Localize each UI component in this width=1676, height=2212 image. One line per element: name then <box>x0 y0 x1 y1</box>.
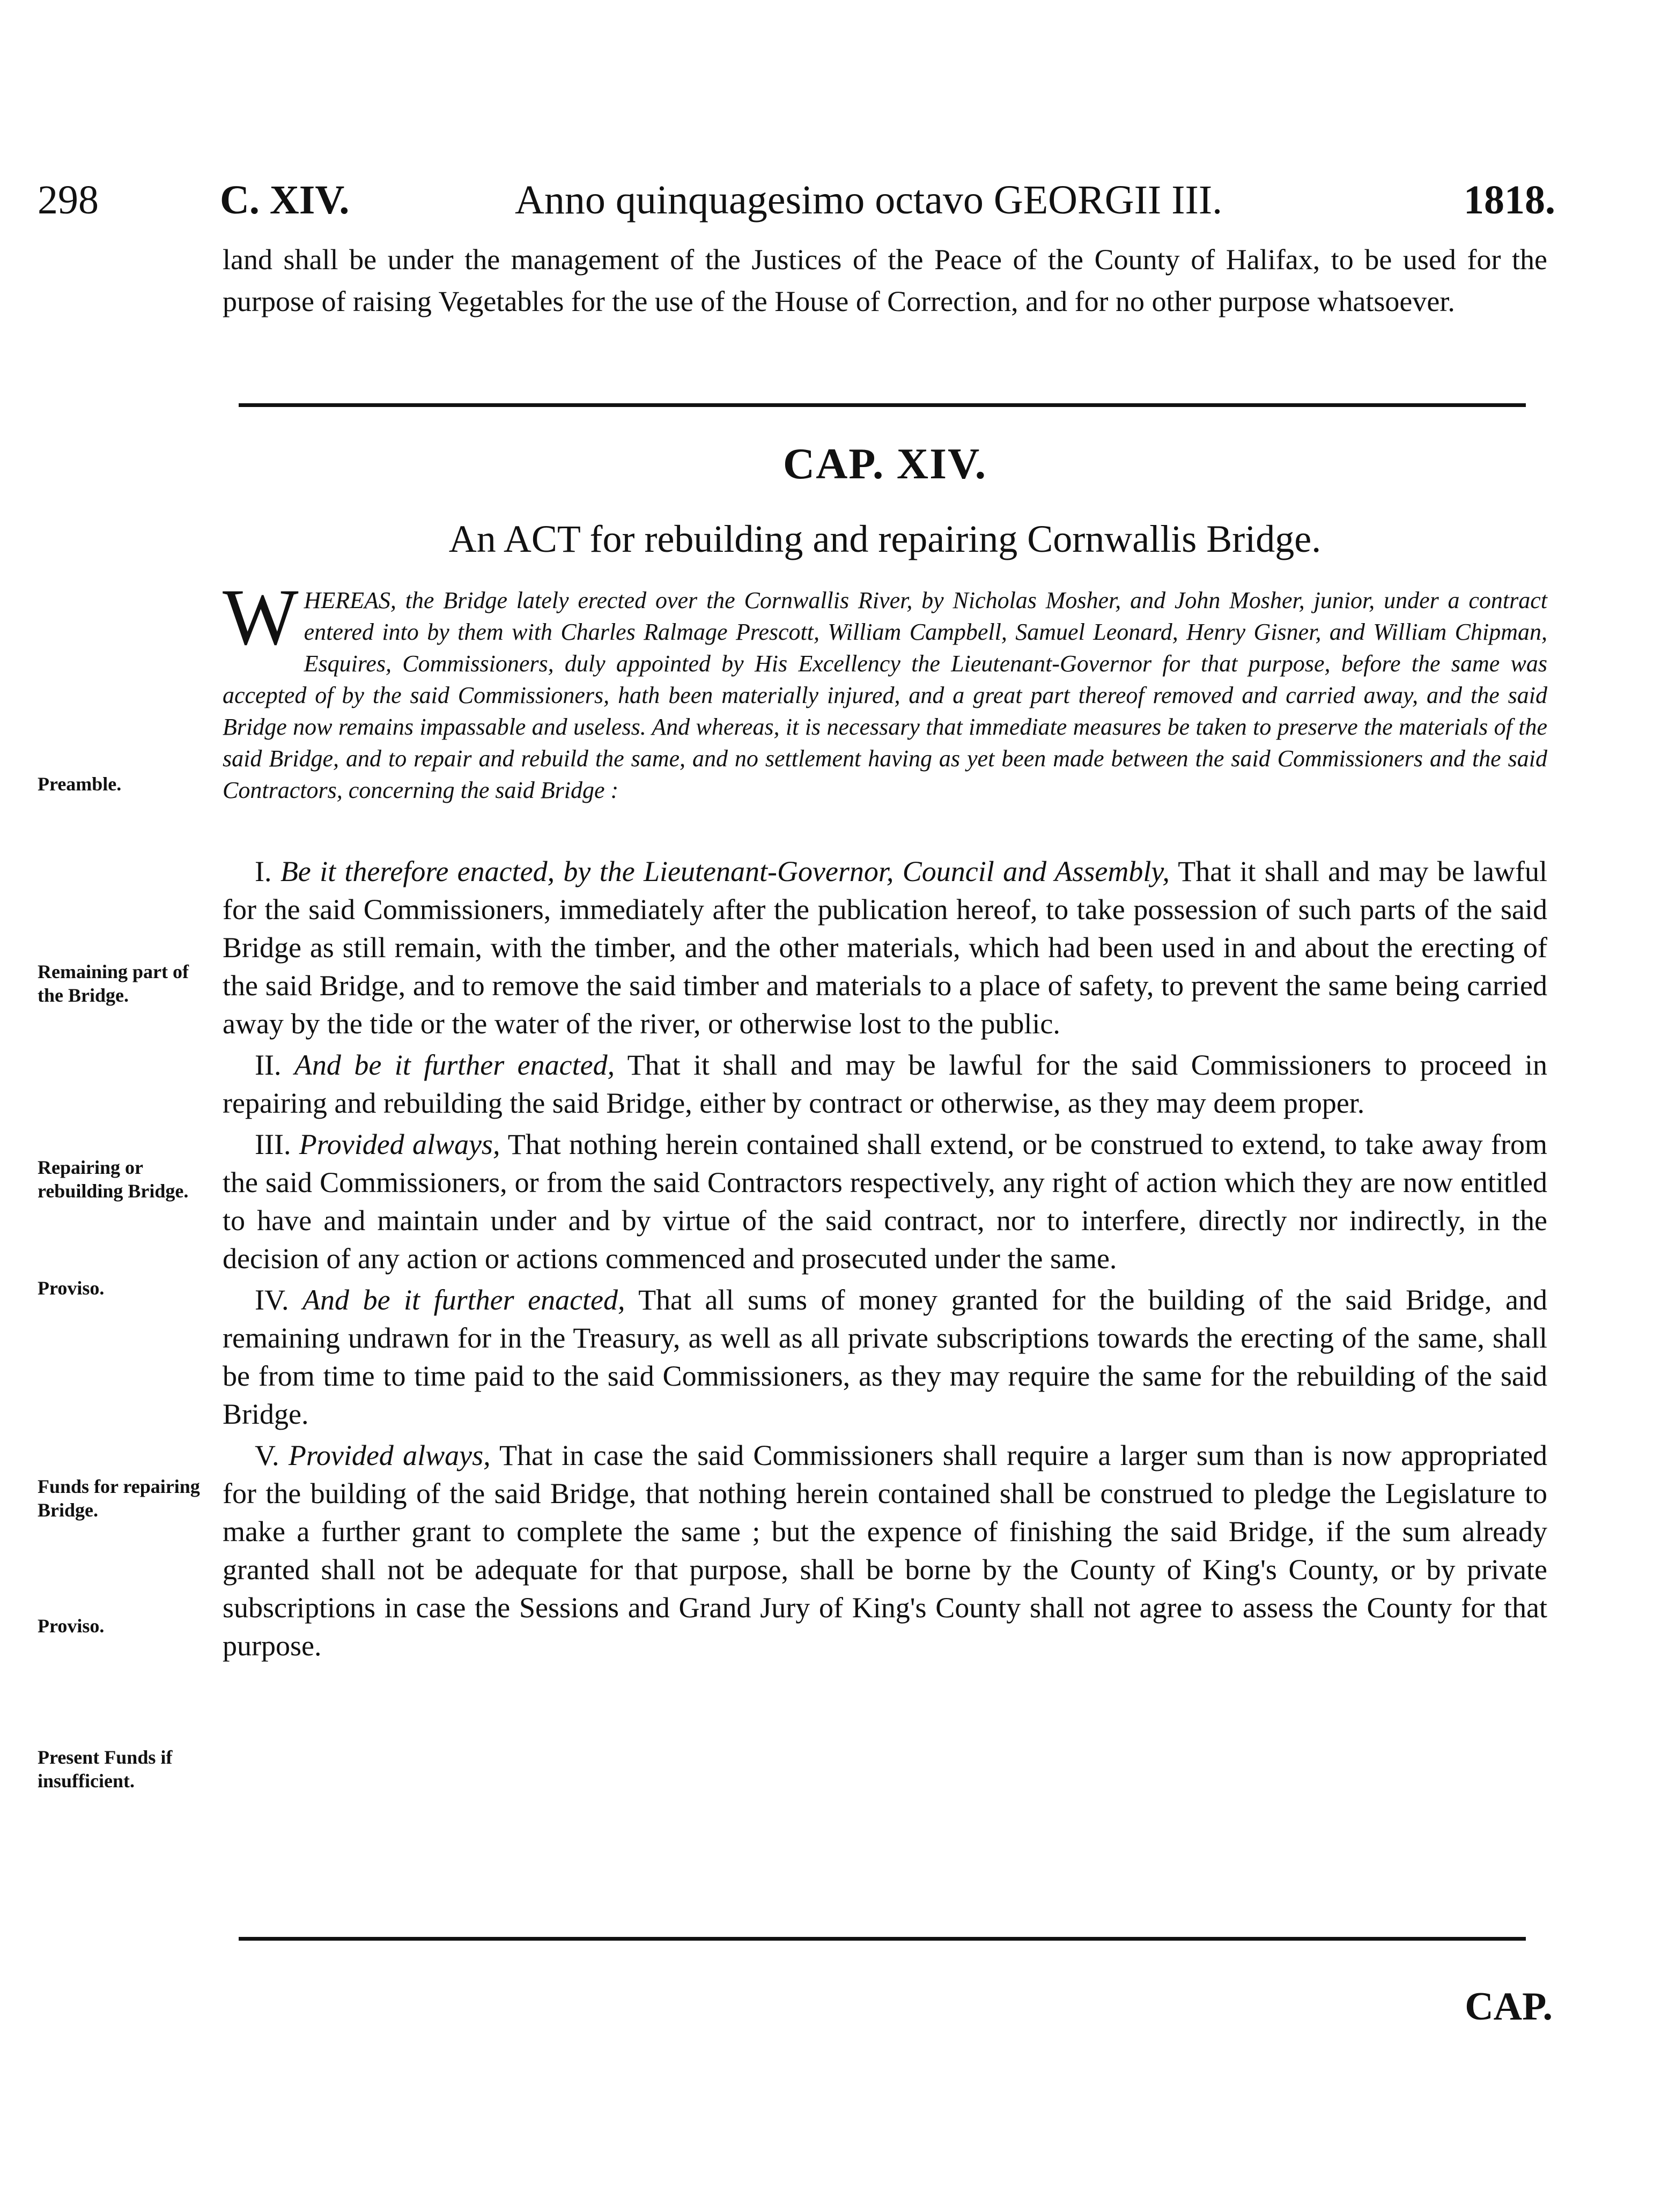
preamble-text: HEREAS, the Bridge lately erected over the Cornwallis River, by Nicholas Mosher, and John Mosher, junior, under a contract entered into by them with Charles Ralmage Prescott, William Campbell, Samuel Leonard, Henry Gisner, and William Chipman, Esquires, Commissioners, duly appointed by His Excellency the Lieutenant-Governor for that purpose, before the same was accepted of by the said Commissioners, hath been materially injured, and a great part thereof removed and carried away, and the said Bridge now remains impassable and useless. And whereas, it is necessary that immediate measures be taken to preserve the materials of the said Bridge, and to repair and rebuild the same, and no settlement having as yet been made between the said Commissioners and the said Contractors, concerning the said Bridge : <box>223 587 1547 803</box>
page-number: 298 <box>38 177 99 223</box>
margin-note-proviso-1: Proviso. <box>38 1277 105 1299</box>
section-text: That all sums of money granted for the building of the said Bridge, and remaining undrawn for in the Treasury, as well as all private subscriptions towards the erecting of the same, shall be from time to time paid to the said Commissioners, as they may require the same for the rebuilding of the said Bridge. <box>223 1284 1547 1430</box>
section-lead: And be it further enacted, <box>294 1049 615 1081</box>
section-divider-top <box>239 403 1526 407</box>
section-number: II. <box>255 1049 282 1081</box>
drop-cap: W <box>223 573 299 662</box>
running-head-year: 1818. <box>1464 177 1555 223</box>
section-number: III. <box>255 1128 291 1160</box>
section-lead: Provided always, <box>288 1439 491 1471</box>
margin-note-proviso-2: Proviso. <box>38 1615 105 1637</box>
section-1 <box>223 853 1547 1043</box>
margin-note-present-funds: Present Funds if insufficient. <box>38 1747 173 1792</box>
running-head <box>38 171 1555 230</box>
section-text: That it shall and may be lawful for the said Commissioners, immediately after the publication hereof, to take possession of such parts of the said Bridge as still remain, with the timber, and the other materials, which had been used in and about the erecting of the said Bridge, and to remove the said timber and materials to a place of safety, to prevent the same being carried away by the tide or the water of the river, or otherwise lost to the public. <box>223 855 1548 1040</box>
continuation-paragraph: land shall be under the management of the Justices of the Peace of the County of Halifax, to be used for the purpose of raising Vegetables for the use of the House of Correction, and for no other purpose whatsoever. <box>223 243 1547 317</box>
section-text: That it shall and may be lawful for the said Commissioners to proceed in repairing and rebuilding the said Bridge, either by contract or otherwise, as they may deem proper. <box>223 1049 1548 1119</box>
section-2 <box>223 1046 1547 1122</box>
section-number: V. <box>255 1439 279 1471</box>
preamble-paragraph <box>223 573 1547 806</box>
running-head-chapter: C. XIV. <box>220 177 350 223</box>
section-lead: Be it therefore enacted, by the Lieutenant-Governor, Council and Assembly, <box>280 855 1170 887</box>
margin-note-funds: Funds for repairing Bridge. <box>38 1476 200 1521</box>
section-lead: And be it further enacted, <box>302 1284 625 1316</box>
margin-note-preamble: Preamble. <box>38 773 122 795</box>
section-divider-bottom <box>239 1937 1526 1941</box>
running-head-title: Anno quinquagesimo octavo GEORGII III. <box>515 177 1223 223</box>
section-number: I. <box>255 855 272 887</box>
margin-note-repairing: Repairing or rebuilding Bridge. <box>38 1157 189 1202</box>
section-text: That nothing herein contained shall extend, or be construed to extend, to take away from the said Commissioners, or from the said Contractors respectively, any right of action which they are now entitled to have and maintain under and by virtue of the said contract, nor to interfere, directly nor indirectly, in the decision of any action or actions commenced and prosecuted under the same. <box>223 1128 1548 1275</box>
section-number: IV. <box>255 1284 289 1316</box>
act-title: An ACT for rebuilding and repairing Cornwallis Bridge. <box>448 517 1321 560</box>
section-3 <box>223 1126 1547 1278</box>
chapter-heading: CAP. XIV. <box>782 439 987 488</box>
section-text: That in case the said Commissioners shall require a larger sum than is now appropriated for the building of the said Bridge, that nothing herein contained shall be construed to pledge the Legislature to make a further grant to complete the same ; but the expence of finishing the said Bridge, if the sum already granted shall not be adequate for that purpose, shall be borne by the County of King's County, or by private subscriptions in case the Sessions and Grand Jury of King's County shall not agree to assess the County for that purpose. <box>223 1439 1548 1662</box>
section-4 <box>223 1281 1547 1433</box>
act-sections <box>223 853 1547 1668</box>
section-5 <box>223 1437 1547 1665</box>
catchword: CAP. <box>1465 1985 1553 2029</box>
section-lead: Provided always, <box>299 1128 500 1160</box>
margin-note-remaining-part: Remaining part of the Bridge. <box>38 961 189 1006</box>
